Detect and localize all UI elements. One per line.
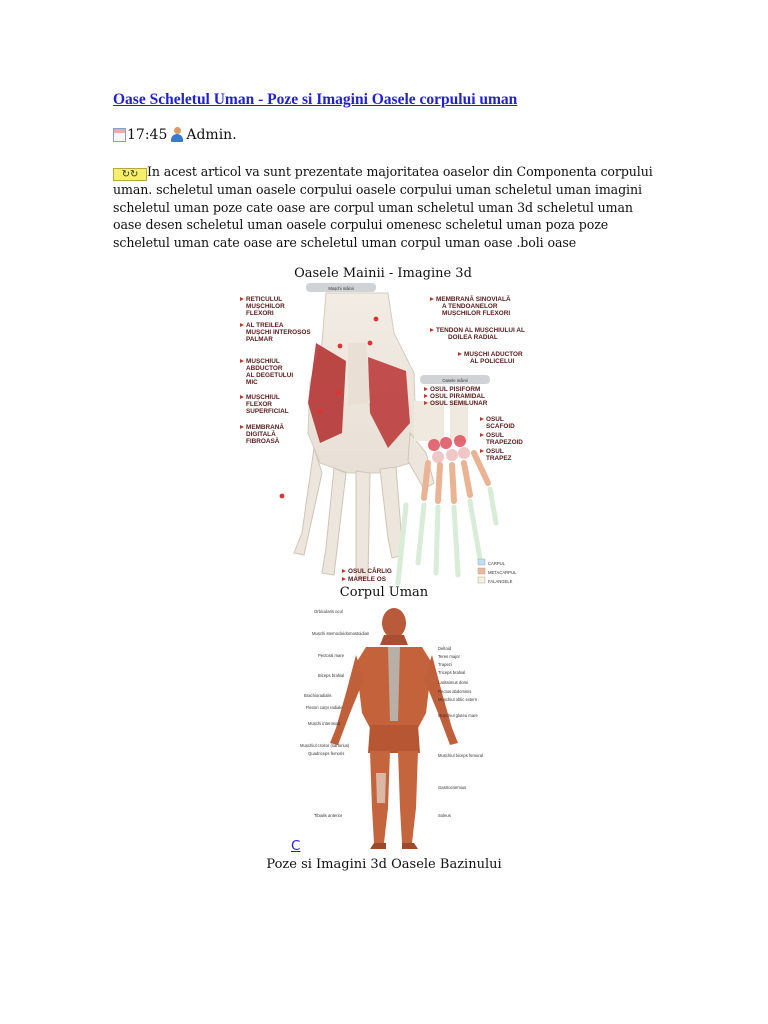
- figure-caption-hand: Oasele Mainii - Imagine 3d: [294, 266, 472, 281]
- post-meta: [113, 127, 237, 143]
- label-brachioradialis: Brachioradialis: [304, 693, 332, 698]
- label-scafoid: OSUL: [486, 416, 504, 423]
- label-aductor: MUȘCHI ADUCTOR: [464, 351, 523, 358]
- label-latissimus: Latissimus dorsi: [438, 680, 469, 685]
- label-carlig: OSUL CÂRLIG: [348, 568, 392, 575]
- label-trapezoid: OSUL: [486, 432, 504, 439]
- label-biceps-femural: Mușchiul biceps femural: [438, 753, 483, 758]
- label-sinoviala-3: MUȘCHILOR FLEXORI: [442, 310, 511, 317]
- label-pectoral: Pectoral mare: [318, 653, 345, 658]
- label-treilea: AL TREILEA: [246, 322, 284, 329]
- label-sinoviala: MEMBRANĂ SINOVIALĂ: [436, 296, 511, 303]
- label-flexor: MUȘCHIUL: [246, 394, 280, 401]
- label-abductor-2: ABDUCTOR: [246, 365, 283, 372]
- label-membrana-3: FIBROASĂ: [246, 438, 280, 445]
- label-sternocleido: Mușchi sternocleidomastoidian: [312, 631, 370, 636]
- label-treilea-2: MUȘCHI INTEROSOS: [246, 329, 311, 336]
- label-membrana: MEMBRANĂ: [246, 424, 284, 431]
- label-interososi: Mușchi interosoși: [308, 721, 341, 726]
- label-quadriceps: Quadriceps femoris: [308, 751, 345, 756]
- label-triceps: Triceps brahial: [438, 670, 466, 675]
- label-flexor-2: FLEXOR: [246, 401, 272, 408]
- label-reticulul-3: FLEXORI: [246, 310, 274, 317]
- image-link-c[interactable]: C: [291, 838, 301, 854]
- label-gluteu: Mușchiul gluteu mare: [438, 713, 478, 718]
- label-tibialis: Tibialis anterior: [314, 813, 343, 818]
- post-title-link[interactable]: Oase Scheletul Uman - Poze si Imagini Oasele corpului uman: [113, 91, 518, 108]
- label-oblic: Mușchiul oblic extern: [438, 697, 478, 702]
- label-abductor-4: MIC: [246, 379, 258, 386]
- article-text: In acest articol va sunt prezentate majoritatea oaselor din Componenta corpului uman. scheletul uman oasele corpului oasele corpului uman scheletul uman imagini scheletul uman poze cate oase are corpul uman scheletul uman 3d scheletul uman oase desen scheletul uman oasele corpului omenesc scheletul uman poza poze scheletul uman cate oase are scheletul uman corpul uman oase .boli oase: [113, 164, 653, 250]
- rss-badge-icon: ↻↻: [113, 168, 147, 181]
- legend-swatch-falangele: [478, 577, 485, 583]
- calendar-icon: [113, 128, 126, 142]
- label-piramidal: OSUL PIRAMIDAL: [430, 393, 485, 400]
- label-reticulul-2: MUȘCHILOR: [246, 303, 285, 310]
- hand-header-left: Mușchi mâinii: [328, 286, 354, 291]
- label-trapezoid-2: TRAPEZOID: [486, 439, 523, 446]
- label-aductor-2: AL POLICELUI: [470, 358, 515, 365]
- label-scafoid-2: SCAFOID: [486, 423, 515, 430]
- label-semilunar: OSUL SEMILUNAR: [430, 400, 488, 407]
- article-body: [113, 163, 658, 251]
- legend-carpul: CARPUL: [488, 561, 505, 566]
- legend-falangele: FALANGELE: [488, 579, 513, 584]
- label-treilea-3: PALMAR: [246, 336, 273, 343]
- label-croitor: Mușchiul croitor (sartorius): [300, 743, 350, 748]
- label-abductor: MUȘCHIUL: [246, 358, 280, 365]
- figure-caption-pelvis: Poze si Imagini 3d Oasele Bazinului: [266, 857, 502, 872]
- hand-header-right: Oasele mâinii: [442, 378, 468, 383]
- label-flexor-3: SUPERFICIAL: [246, 408, 289, 415]
- legend-swatch-metacarpul: [478, 568, 485, 574]
- label-reticulul: RETICULUL: [246, 296, 283, 303]
- label-soleus: Soleus: [438, 813, 451, 818]
- figure-caption-body: Corpul Uman: [339, 585, 429, 600]
- label-membrana-2: DIGITALĂ: [246, 431, 276, 438]
- label-deltoid: Deltoid: [438, 646, 452, 651]
- label-biceps: Biceps brahial: [318, 673, 345, 678]
- hand-anatomy-image: [238, 283, 530, 586]
- label-flexori: Flexori carpi radiale: [306, 705, 343, 710]
- post-author: Admin.: [186, 127, 237, 143]
- label-gastrocnemius: Gastrocnemius: [438, 785, 467, 790]
- legend-swatch-carpul: [478, 559, 485, 565]
- label-tendon: TENDON AL MUȘCHIULUI AL: [436, 327, 525, 334]
- label-rectus: Rectus abdominis: [438, 689, 472, 694]
- label-trapez: OSUL: [486, 448, 504, 455]
- label-abductor-3: AL DEGETULUI: [246, 372, 294, 379]
- post-time: 17:45: [127, 127, 168, 143]
- user-icon: [170, 127, 184, 143]
- human-muscle-anatomy-image: [290, 603, 483, 853]
- legend-metacarpul: METACARPUL: [488, 570, 517, 575]
- label-trapezi: Trapezi: [438, 662, 452, 667]
- label-trapez-2: TRAPEZ: [486, 455, 512, 462]
- label-teres: Teres major: [438, 654, 460, 659]
- label-pisiform: OSUL PISIFORM: [430, 386, 481, 393]
- label-marele-os: MARELE OS: [348, 576, 386, 583]
- label-orbicularis: Orbicularis ocul: [314, 609, 343, 614]
- label-sinoviala-2: A TENDOANELOR: [442, 303, 498, 310]
- label-tendon-2: DOILEA RADIAL: [448, 334, 498, 341]
